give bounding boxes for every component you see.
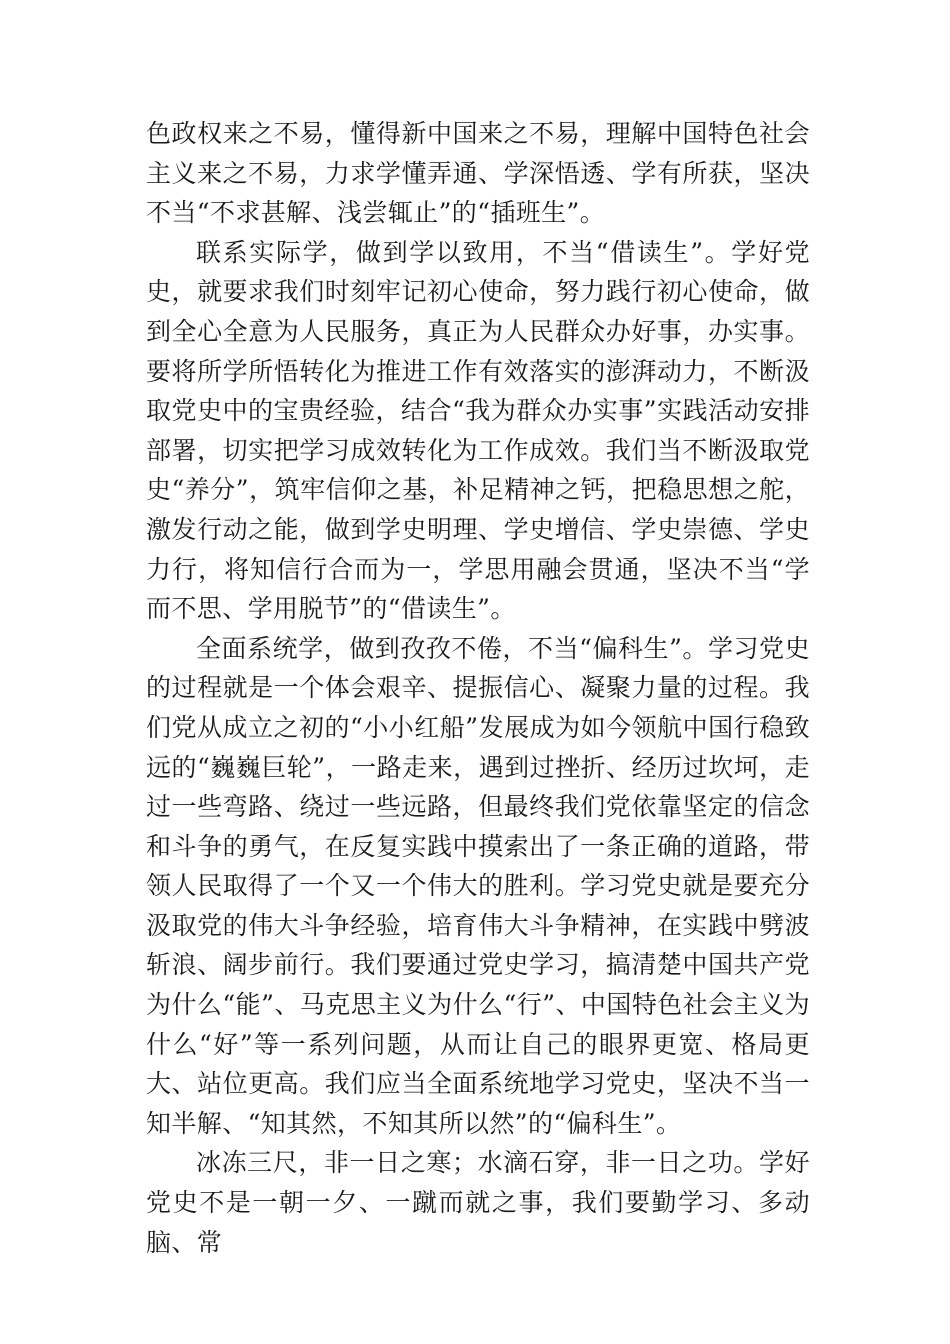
paragraph-4: 冰冻三尺，非一日之寒；水滴石穿，非一日之功。学好党史不是一朝一夕、一蹴而就之事，我们要勤学习、多动脑、常 <box>146 1148 810 1257</box>
paragraph-2: 联系实际学，做到学以致用，不当“借读生”。学好党史，就要求我们时刻牢记初心使命，努力践行初心使命，做到全心全意为人民服务，真正为人民群众办好事，办实事。要将所学所悟转化为推进工作有效落实的澎湃动力，不断汲取党史中的宝贵经验，结合“我为群众办实事”实践活动安排部署，切实把学习成效转化为工作成效。我们当不断汲取党史“养分”，筑牢信仰之基，补足精神之钙，把稳思想之舵，激发行动之能，做到学史明理、学史增信、学史崇德、学史力行，将知信行合而为一，学思用融会贯通，坚决不当“学而不思、学用脱节”的“借读生”。 <box>146 237 810 624</box>
body-text <box>146 114 810 1262</box>
paragraph-3: 全面系统学，做到孜孜不倦，不当“偏科生”。学习党史的过程就是一个体会艰辛、提振信心、凝聚力量的过程。我们党从成立之初的“小小红船”发展成为如今领航中国行稳致远的“巍巍巨轮”，一路走来，遇到过挫折、经历过坎坷，走过一些弯路、绕过一些远路，但最终我们党依靠坚定的信念和斗争的勇气，在反复实践中摸索出了一条正确的道路，带领人民取得了一个又一个伟大的胜利。学习党史就是要充分汲取党的伟大斗争经验，培育伟大斗争精神，在实践中劈波斩浪、阔步前行。我们要通过党史学习，搞清楚中国共产党为什么“能”、马克思主义为什么“行”、中国特色社会主义为什么“好”等一系列问题，从而让自己的眼界更宽、格局更大、站位更高。我们应当全面系统地学习党史，坚决不当一知半解、“知其然，不知其所以然”的“偏科生”。 <box>146 633 810 1138</box>
paragraph-1: 色政权来之不易，懂得新中国来之不易，理解中国特色社会主义来之不易，力求学懂弄通、学深悟透、学有所获，坚决不当“不求甚解、浅尝辄止”的“插班生”。 <box>146 119 810 228</box>
